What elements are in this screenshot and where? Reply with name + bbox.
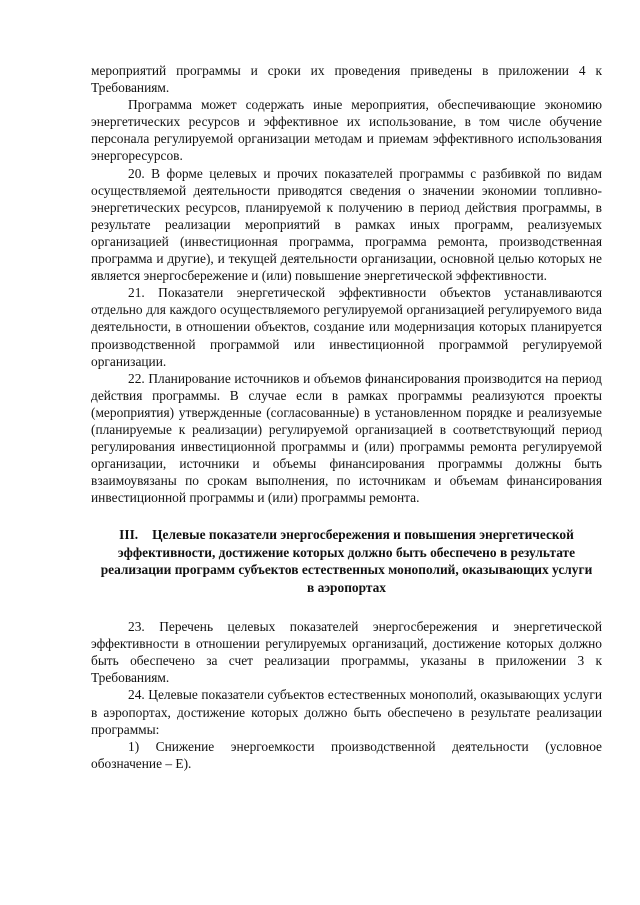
section-number: III. xyxy=(119,527,139,543)
section-title: Целевые показатели энергосбережения и повышения энергетической эффективности, достижение которых должно быть обеспечено в результате реализации программ субъектов естественных монополий, оказывающих услуги в аэропортах xyxy=(100,527,593,595)
paragraph-21: 21. Показатели энергетической эффективности объектов устанавливаются отдельно для каждого осуществляемого регулируемой организацией регулируемого вида деятельности, в отношении объектов, создание или модернизация которых планируется производственной программой или инвестиционной программой регулируемой организации. xyxy=(91,285,602,369)
document-page xyxy=(91,62,602,772)
paragraph-24: 24. Целевые показатели субъектов естественных монополий, оказывающих услуги в аэропортах, достижение которых должно быть обеспечено в результате реализации программы: xyxy=(91,687,602,737)
paragraph-program-measures: Программа может содержать иные мероприятия, обеспечивающие экономию энергетических ресурсов и эффективное их использование, в том числе обучение персонала регулируемой организации методам и приемам эффективного использования энергоресурсов. xyxy=(91,97,602,164)
paragraph-23: 23. Перечень целевых показателей энергосбережения и энергетической эффективности в отношении регулируемых организаций, достижение которых должно быть обеспечено за счет реализации программы, указаны в приложении 3 к Требованиям. xyxy=(91,619,602,686)
paragraph-continuation: мероприятий программы и сроки их проведения приведены в приложении 4 к Требованиям. xyxy=(91,63,602,96)
paragraph-22: 22. Планирование источников и объемов финансирования производится на период действия программы. В случае если в рамках программы реализуются проекты (мероприятия) утвержденные (согласованные) в установленном порядке и реализуемые (планируемые к реализации) регулируемой организацией в соответствующий период регулирования инвестиционной программы и (или) программы ремонта регулируемой организации, источники и объемы финансирования программы должны быть взаимоувязаны по срокам выполнения, по источникам и объемам финансирования инвестиционной программы и (или) программы ремонта. xyxy=(91,370,602,506)
paragraph-24-item-1: 1) Снижение энергоемкости производственной деятельности (условное обозначение – Е). xyxy=(91,738,602,771)
paragraph-20: 20. В форме целевых и прочих показателей программы с разбивкой по видам осуществляемой деятельности приводятся сведения о значении экономии топливно-энергетических ресурсов, планируемой к получению в период действия программы, в результате реализации мероприятий в рамках иных программ, реализуемых организацией (инвестиционная программа, программа ремонта, производственная программа и другие), и текущей деятельности организации, основной целью которых не является энергосбережение и (или) повышение энергетической эффективности. xyxy=(91,165,602,284)
section-heading xyxy=(97,526,596,596)
